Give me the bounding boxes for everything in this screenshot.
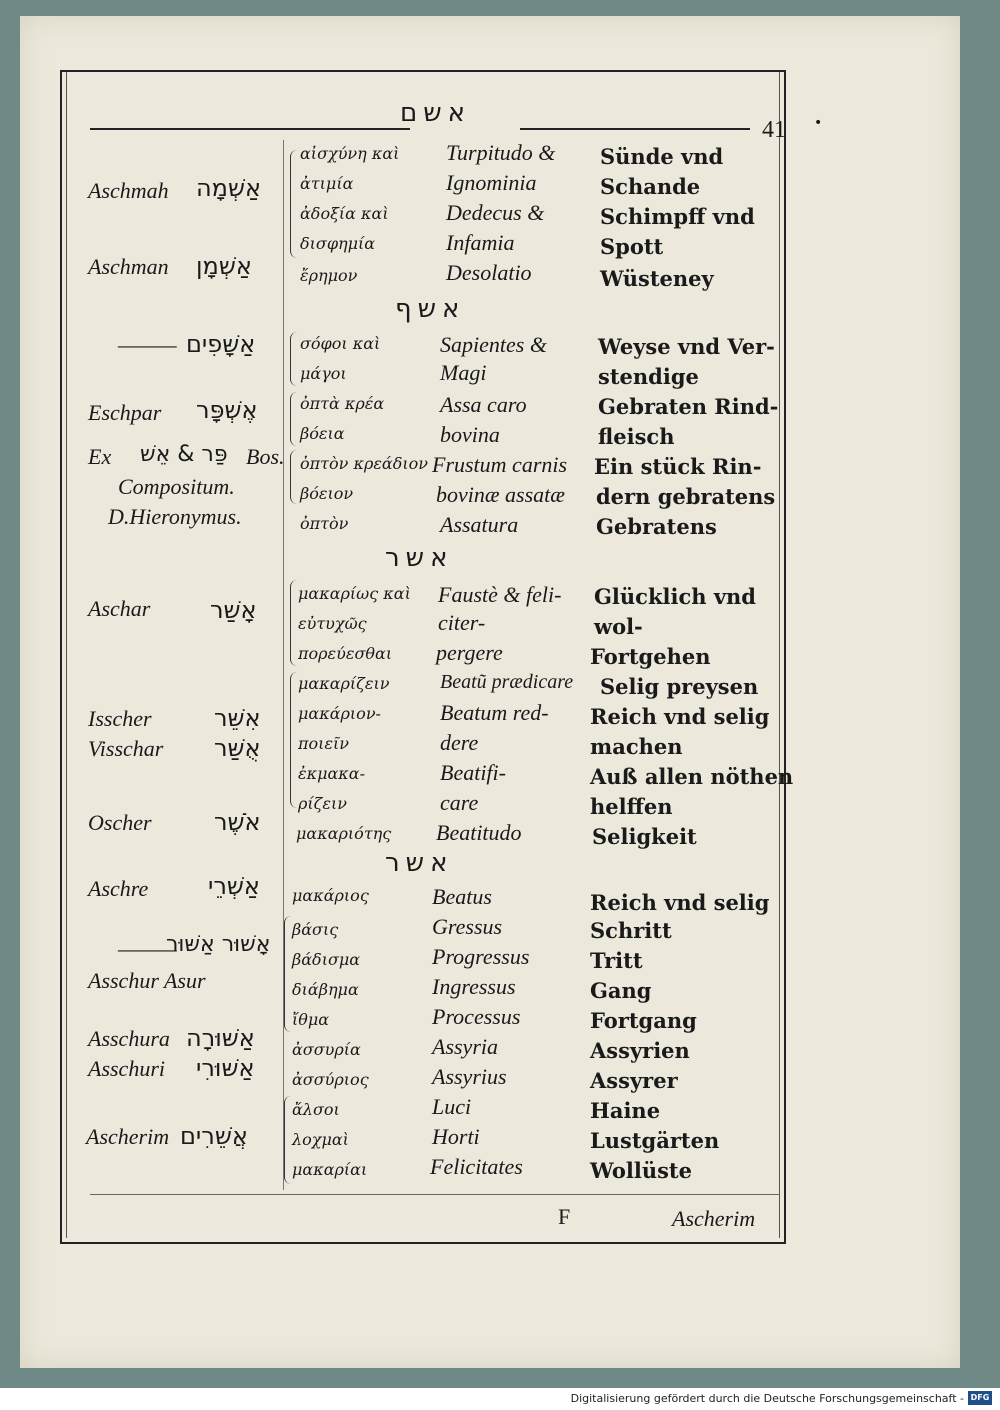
entry-latin: pergere bbox=[436, 640, 503, 665]
brace bbox=[290, 392, 297, 446]
section-heading: אשר bbox=[385, 543, 454, 573]
entry-german: Auß allen nöthen bbox=[590, 764, 794, 789]
footer-credit: Digitalisierung gefördert durch die Deutsche Forschungsgemeinschaft - bbox=[570, 1392, 964, 1405]
entry-german: Reich vnd selig bbox=[590, 890, 770, 915]
entry-latin: Turpitudo & bbox=[446, 140, 556, 165]
entry-greek: μακαρίζειν bbox=[298, 674, 390, 693]
entry-greek: πορεύεσθαι bbox=[298, 644, 393, 663]
entry-transliteration: Oscher bbox=[88, 810, 152, 835]
entry-latin: Assatura bbox=[440, 512, 519, 537]
entry-german: Fortgang bbox=[590, 1008, 697, 1033]
entry-latin: Faustè & feli- bbox=[438, 582, 562, 607]
entry-hebrew: אַשְׁרֵי bbox=[208, 872, 260, 900]
entry-hebrew: אָשַׁר bbox=[210, 596, 257, 624]
entry-latin: Beatifi- bbox=[440, 760, 506, 785]
entry-greek: λοχμαὶ bbox=[292, 1130, 349, 1149]
entry-german: Gebraten Rind- bbox=[598, 394, 779, 419]
entry-german: Selig preysen bbox=[600, 674, 759, 699]
entry-greek: μακάριος bbox=[292, 886, 369, 905]
brace bbox=[290, 450, 297, 504]
entry-greek: διάβημα bbox=[292, 980, 359, 999]
entry-hebrew: אֲשֵׁרִים bbox=[180, 1122, 248, 1150]
entry-greek: δισφημία bbox=[300, 234, 376, 253]
entry-greek: μακαρίαι bbox=[292, 1160, 368, 1179]
section-heading: אשר bbox=[385, 848, 454, 878]
entry-german: Lustgärten bbox=[590, 1128, 720, 1153]
entry-latin: Frustum carnis bbox=[432, 452, 568, 477]
section-heading: אשף bbox=[395, 294, 466, 324]
entry-hebrew: אַשְׁמָן bbox=[196, 252, 252, 280]
entry-latin: Ignominia bbox=[446, 170, 537, 195]
entry-transliteration: Eschpar bbox=[88, 400, 162, 425]
entry-hebrew: אֹשֶׁר bbox=[214, 808, 261, 836]
entry-latin: Gressus bbox=[432, 914, 503, 939]
entry-transliteration: Visschar bbox=[88, 736, 164, 761]
signature-mark: F bbox=[558, 1204, 571, 1229]
entry-source-note: Bos. bbox=[246, 444, 285, 469]
entry-german: fleisch bbox=[598, 424, 675, 449]
entry-greek: ὀπτὰ κρέα bbox=[300, 394, 385, 413]
running-head: אשם bbox=[400, 98, 472, 128]
entry-latin: Ingressus bbox=[432, 974, 516, 999]
entry-latin: dere bbox=[440, 730, 479, 755]
entry-latin: Beatus bbox=[432, 884, 492, 909]
entry-transliteration: ——— bbox=[118, 332, 177, 357]
entry-german: Schande bbox=[600, 174, 701, 199]
footer-bar bbox=[0, 1388, 1000, 1410]
entry-hebrew: אִשֵּׁר bbox=[214, 704, 261, 732]
entry-german: Haine bbox=[590, 1098, 661, 1123]
entry-latin: care bbox=[440, 790, 479, 815]
entry-transliteration: Aschre bbox=[88, 876, 149, 901]
entry-latin: citer- bbox=[438, 610, 486, 635]
entry-greek: ἀτιμία bbox=[300, 174, 354, 193]
brace bbox=[290, 150, 297, 258]
entry-latin: bovinæ assatæ bbox=[436, 482, 565, 507]
entry-german: Reich vnd selig bbox=[590, 704, 770, 729]
entry-latin: Assyria bbox=[432, 1034, 498, 1059]
entry-greek: βάδισμα bbox=[292, 950, 361, 969]
entry-german: Assyrien bbox=[590, 1038, 690, 1063]
entry-german: Schimpff vnd bbox=[600, 204, 755, 229]
brace bbox=[290, 672, 297, 808]
dfg-logo-icon: DFG bbox=[968, 1391, 992, 1405]
entry-hebrew: אַשָּׁפִים bbox=[186, 330, 256, 358]
entry-greek: εὐτυχῶς bbox=[298, 614, 367, 633]
entry-german: machen bbox=[590, 734, 683, 759]
entry-greek: ρίζειν bbox=[298, 794, 347, 813]
entry-greek: ἀδοξία καὶ bbox=[300, 204, 389, 223]
entry-greek: ἔρημον bbox=[300, 266, 358, 285]
page-number: 41 bbox=[762, 117, 786, 143]
entry-german: stendige bbox=[598, 364, 699, 389]
entry-transliteration: Aschman bbox=[88, 254, 169, 279]
entry-transliteration: Isscher bbox=[88, 706, 152, 731]
entry-german: Fortgehen bbox=[590, 644, 711, 669]
entry-transliteration: Ascherim bbox=[86, 1124, 170, 1149]
entry-german: Schritt bbox=[590, 918, 672, 943]
entry-transliteration: Aschar bbox=[88, 596, 151, 621]
entry-german: wol- bbox=[594, 614, 643, 639]
entry-latin: Magi bbox=[440, 360, 487, 385]
entry-latin: Beatitudo bbox=[436, 820, 522, 845]
entry-german: Gang bbox=[590, 978, 652, 1003]
entry-german: Seligkeit bbox=[592, 824, 697, 849]
entry-latin: Horti bbox=[432, 1124, 480, 1149]
entry-german: Gebratens bbox=[596, 514, 717, 539]
entry-latin: Progressus bbox=[432, 944, 530, 969]
entry-latin: Dedecus & bbox=[446, 200, 545, 225]
entry-greek: σόφοι καὶ bbox=[300, 334, 381, 353]
entry-greek: βάσις bbox=[292, 920, 339, 939]
entry-hebrew: אַשְׁמָה bbox=[196, 174, 262, 202]
header-rule bbox=[90, 128, 410, 130]
left-column-divider bbox=[283, 140, 284, 1190]
entry-hebrew: אַשּׁוּרָה bbox=[186, 1024, 255, 1052]
brace bbox=[284, 916, 291, 1032]
entry-greek: ὀπτὸν κρεάδιον bbox=[300, 454, 428, 473]
catchword: Ascherim bbox=[672, 1206, 756, 1231]
entry-german: Ein stück Rin- bbox=[594, 454, 762, 479]
entry-latin: Sapientes & bbox=[440, 332, 547, 357]
entry-german: Glücklich vnd bbox=[594, 584, 756, 609]
entry-german: Wollüste bbox=[590, 1158, 692, 1183]
entry-greek: ἐκμακα- bbox=[298, 764, 365, 783]
entry-greek: ἀσσύριος bbox=[292, 1070, 369, 1089]
entry-hebrew: אֶשְׁפָּר bbox=[196, 396, 258, 424]
entry-transliteration: Compositum. bbox=[118, 474, 235, 499]
entry-greek: μάγοι bbox=[300, 364, 347, 383]
entry-latin: Processus bbox=[432, 1004, 521, 1029]
brace bbox=[290, 332, 297, 386]
entry-latin: bovina bbox=[440, 422, 500, 447]
entry-hebrew: אַשּׁוּרִי bbox=[196, 1054, 255, 1082]
brace bbox=[284, 1096, 291, 1184]
entry-latin: Beatum red- bbox=[440, 700, 549, 725]
brace bbox=[290, 580, 297, 666]
entry-greek: μακάριον- bbox=[298, 704, 381, 723]
entry-greek: μακαρίως καὶ bbox=[298, 584, 411, 603]
entry-greek: ἄλσοι bbox=[292, 1100, 340, 1119]
entry-german: Sünde vnd bbox=[600, 144, 724, 169]
entry-transliteration: ——— bbox=[118, 936, 177, 961]
entry-greek: αἰσχύνη καὶ bbox=[300, 144, 400, 163]
header-rule-right bbox=[520, 128, 750, 130]
entry-greek: ἴθμα bbox=[292, 1010, 330, 1029]
entry-german: dern gebratens bbox=[596, 484, 776, 509]
entry-greek: ἀσσυρία bbox=[292, 1040, 361, 1059]
entry-german: Assyrer bbox=[590, 1068, 678, 1093]
entry-german: Tritt bbox=[590, 948, 643, 973]
entry-latin: Assyrius bbox=[432, 1064, 507, 1089]
margin-mark: • bbox=[814, 115, 823, 131]
entry-transliteration: Asschura bbox=[88, 1026, 170, 1051]
entry-german: Wüsteney bbox=[600, 266, 714, 291]
bottom-rule bbox=[90, 1194, 780, 1195]
entry-hebrew: אֻשַּׁר bbox=[214, 734, 261, 762]
entry-german: Spott bbox=[600, 234, 664, 259]
entry-hebrew: פַּר & אֵשׁ bbox=[140, 442, 228, 467]
entry-transliteration: Asschuri bbox=[88, 1056, 165, 1081]
entry-transliteration: D.Hieronymus. bbox=[108, 504, 242, 529]
entry-latin: Infamia bbox=[446, 230, 515, 255]
entry-greek: βόεια bbox=[300, 424, 345, 443]
entry-latin: Beatũ prædicare bbox=[440, 671, 574, 693]
entry-latin: Felicitates bbox=[430, 1154, 523, 1179]
entry-greek: ὀπτὸν bbox=[300, 514, 349, 533]
entry-hebrew: אָשׁוּר אַשּׁוּר bbox=[166, 932, 271, 957]
entry-latin: Desolatio bbox=[446, 260, 532, 285]
entry-transliteration: Asschur Asur bbox=[88, 968, 206, 993]
entry-latin: Assa caro bbox=[440, 392, 527, 417]
entry-transliteration: Ex bbox=[88, 444, 112, 469]
entry-greek: μακαριότης bbox=[296, 824, 392, 843]
entry-greek: ποιεῖν bbox=[298, 734, 350, 753]
entry-latin: Luci bbox=[432, 1094, 472, 1119]
entry-german: helffen bbox=[590, 794, 673, 819]
entry-german: Weyse vnd Ver- bbox=[598, 334, 775, 359]
entry-transliteration: Aschmah bbox=[88, 178, 169, 203]
entry-greek: βόειον bbox=[300, 484, 354, 503]
